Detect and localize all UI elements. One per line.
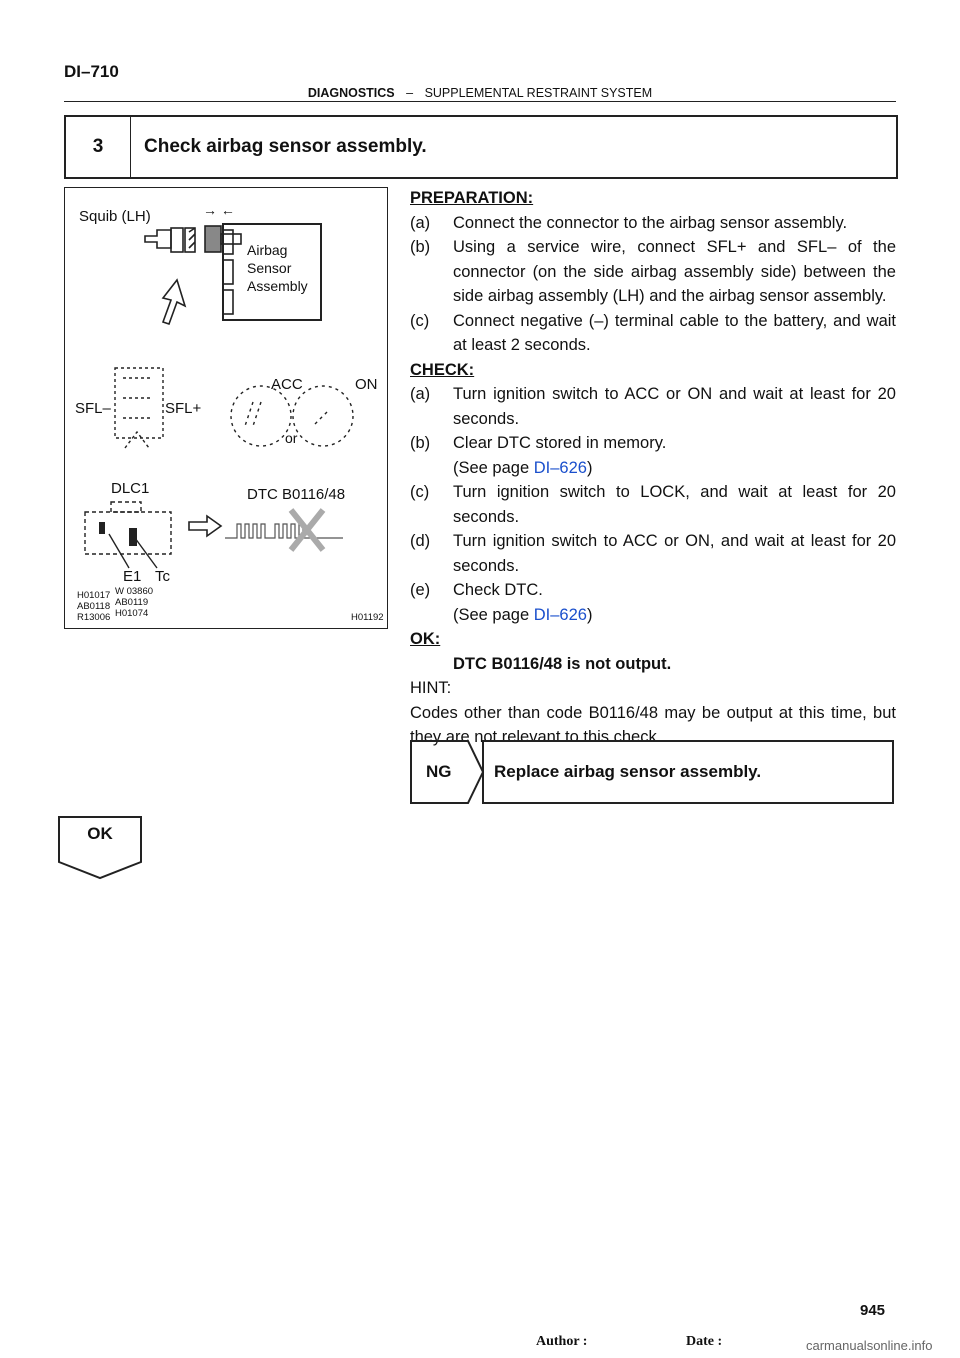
item-text: Using a service wire, connect SFL+ and SFL– of the connector (on the side airbag assembly side) between the side airbag assembly (LH) and the airbag sensor assembly. — [453, 238, 896, 305]
check-heading: CHECK: — [410, 360, 475, 379]
diagram-figure — [64, 187, 388, 629]
ref-prefix: (See page — [453, 458, 534, 477]
connect-arrows: → ← — [203, 202, 235, 218]
figure-code: R13006 — [77, 612, 111, 623]
figure-code: W 03860 — [115, 586, 154, 597]
item-text: Turn ignition switch to ACC or ON and wait at least for 20 seconds. — [453, 385, 896, 428]
ng-action: Replace airbag sensor assembly. — [494, 762, 762, 781]
figure-codes-mid — [115, 586, 153, 619]
header-subsection: SUPPLEMENTAL RESTRAINT SYSTEM — [424, 86, 653, 100]
item-text: Connect negative (–) terminal cable to the battery, and wait at least 2 seconds. — [453, 311, 896, 354]
check-item-e — [410, 578, 896, 603]
or-label: or — [285, 430, 298, 446]
figure-codes-left — [77, 590, 110, 623]
squib-label: Squib (LH) — [79, 208, 151, 225]
direction-arrow-icon — [163, 280, 185, 324]
sfl-connector-icon — [115, 368, 163, 448]
running-header — [64, 86, 896, 100]
page-number: 945 — [860, 1302, 886, 1319]
hint-text: Codes other than code B0116/48 may be output at this time, but they are not relevant to this check. — [410, 703, 896, 746]
prep-item-a — [410, 211, 896, 236]
on-label: ON — [355, 376, 378, 393]
dlc1-connector-icon — [85, 502, 171, 554]
item-label: (c) — [410, 483, 430, 501]
tc-label: Tc — [155, 568, 170, 585]
date-label: Date : — [686, 1334, 723, 1349]
item-text: Turn ignition switch to ACC or ON, and wait at least for 20 seconds. — [453, 532, 896, 575]
lead-line-e1 — [109, 534, 129, 568]
prep-item-c — [410, 309, 896, 358]
header-separator: – — [406, 86, 414, 100]
output-arrow-icon — [189, 516, 221, 536]
header-section: DIAGNOSTICS — [307, 86, 395, 100]
lead-line-tc — [135, 538, 157, 568]
procedure-text — [410, 186, 896, 750]
check-item-b — [410, 431, 896, 456]
not-output-cross — [291, 510, 323, 550]
hint-heading: HINT: — [410, 679, 452, 697]
acc-label: ACC — [271, 376, 303, 393]
step-title: Check airbag sensor assembly. — [144, 136, 427, 157]
e1-label: E1 — [123, 568, 142, 585]
page-code: DI–710 — [64, 62, 119, 81]
check-item-d — [410, 529, 896, 578]
ref-suffix: ) — [586, 458, 593, 477]
sensor-label-line2: Sensor — [247, 260, 292, 276]
ok-heading: OK: — [410, 630, 441, 648]
step-number: 3 — [66, 117, 131, 177]
sensor-plugs — [223, 230, 233, 314]
item-text: Clear DTC stored in memory. — [453, 434, 667, 452]
step-box — [64, 115, 898, 179]
watermark: carmanualsonline.info — [806, 1338, 933, 1353]
item-text: Check DTC. — [453, 581, 543, 599]
item-text: Turn ignition switch to LOCK, and wait at least for 20 seconds. — [453, 483, 896, 526]
sensor-label-line3: Assembly — [247, 278, 308, 294]
prep-item-b — [410, 235, 896, 309]
figure-code: AB0118 — [77, 601, 111, 612]
ok-tag — [58, 816, 142, 880]
check-item-b-ref — [410, 456, 896, 481]
page-ref-link[interactable]: DI–626 — [533, 458, 587, 477]
figure-code: H01017 — [77, 590, 111, 601]
figure-code: H01074 — [115, 608, 149, 619]
sensor-label-line1: Airbag — [247, 242, 288, 258]
ref-prefix: (See page — [453, 605, 534, 624]
dtc-waveform — [225, 524, 343, 538]
item-label: (b) — [410, 434, 431, 452]
ng-label: NG — [426, 762, 452, 781]
dlc1-terminals — [99, 522, 137, 546]
preparation-heading: PREPARATION: — [410, 189, 534, 207]
figure-code-right: H01192 — [351, 612, 384, 623]
author-label: Author : — [536, 1334, 588, 1349]
ng-result-box — [410, 740, 894, 804]
item-label: (b) — [410, 238, 431, 256]
sfl-plus-label: SFL+ — [165, 400, 202, 417]
item-label: (a) — [410, 213, 431, 232]
ok-tag-label: OK — [87, 824, 113, 843]
item-label: (a) — [410, 385, 431, 403]
figure-code: AB0119 — [115, 597, 149, 608]
item-label: (e) — [410, 581, 431, 599]
header-rule — [64, 101, 896, 102]
check-item-a — [410, 382, 896, 431]
dlc1-label: DLC1 — [111, 480, 150, 497]
dtc-label: DTC B0116/48 — [247, 486, 346, 503]
item-label: (d) — [410, 532, 431, 550]
diagram-drawing — [65, 188, 387, 628]
check-item-c — [410, 480, 896, 529]
ref-suffix: ) — [586, 605, 593, 624]
check-item-e-ref — [410, 603, 896, 628]
item-label: (c) — [410, 311, 430, 330]
page-ref-link[interactable]: DI–626 — [533, 605, 587, 624]
ok-result-text: DTC B0116/48 is not output. — [453, 654, 672, 673]
item-text: Connect the connector to the airbag sensor assembly. — [453, 213, 848, 232]
sfl-minus-label: SFL– — [75, 400, 111, 417]
